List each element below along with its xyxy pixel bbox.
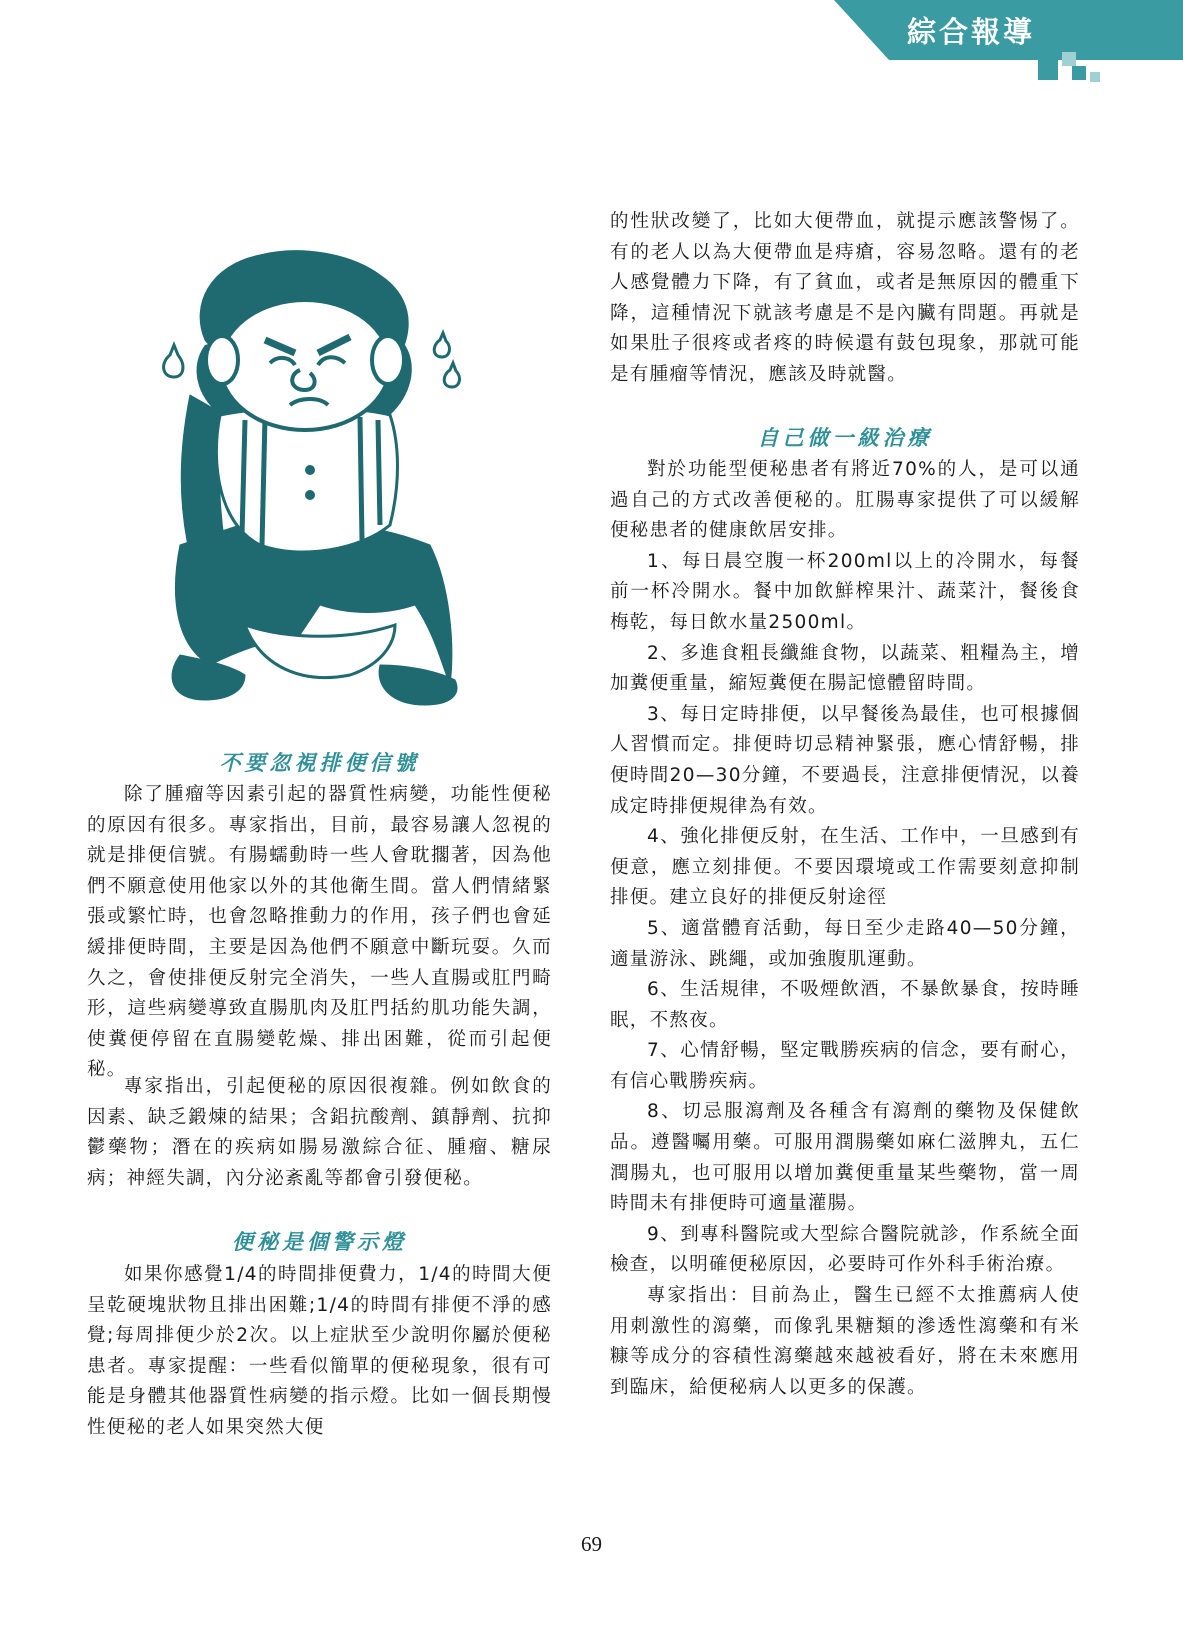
paragraph: 的性狀改變了，比如大便帶血，就提示應該警惕了。有的老人以為大便帶血是痔瘡，容易忽略。還有的老人感覺體力下降，有了貧血，或者是無原因的體重下降，這種情況下就該考慮是不是內臟有問題。再就是如果肚子很疼或者疼的時候還有鼓包現象，那就可能是有腫瘤等情況，應該及時就醫。 <box>610 211 1080 385</box>
paragraph: 如果你感覺1/4的時間排便費力，1/4的時間大便呈乾硬塊狀物且排出困難;1/4的時間有排便不淨的感覺;每周排便少於2次。以上症狀至少說明你屬於便秘患者。專家提醒：一些看似簡單的便秘現象，很有可能是身體其他器質性病變的指示燈。比如一個長期慢性便秘的老人如果突然大便 <box>87 1264 552 1438</box>
list-item: 8、切忌服瀉劑及各種含有瀉劑的藥物及保健飲品。遵醫囑用藥。可服用潤腸藥如麻仁滋脾丸，五仁潤腸丸，也可服用以增加糞便重量某些藥物，當一周時間未有排便時可適量灌腸。 <box>610 1101 1080 1215</box>
section-heading: 自己做一級治療 <box>757 425 933 450</box>
paragraph: 專家指出：目前為止，醫生已經不太推薦病人使用刺激性的瀉藥，而像乳果糖類的滲透性瀉藥和有米糠等成分的容積性瀉藥越來越被看好，將在未來應用到臨床，給便秘病人以更多的保護。 <box>610 1285 1080 1398</box>
header-square <box>1038 60 1058 80</box>
header-square <box>1062 52 1076 66</box>
worried-man-illustration <box>150 245 480 725</box>
header-square <box>1090 72 1100 82</box>
list-item: 4、強化排便反射，在生活、工作中，一旦感到有便意，應立刻排便。不要因環境或工作需要刻意抑制排便。建立良好的排便反射途徑 <box>610 826 1080 909</box>
section-heading: 便秘是個警示燈 <box>232 1229 407 1254</box>
section-label: 綜合報導 <box>906 15 1035 49</box>
section-heading: 不要忽視排便信號 <box>219 750 420 775</box>
header-square <box>1072 66 1086 80</box>
page-number: 69 <box>581 1532 602 1556</box>
treatment-list <box>610 455 1080 1403</box>
header-stripe <box>1035 40 1165 46</box>
header-stripe <box>1035 12 1165 18</box>
list-item: 1、每日晨空腹一杯200ml以上的冷開水，每餐前一杯冷開水。餐中加飲鮮榨果汁、蔬菜汁，餐後食梅乾，每日飲水量2500ml。 <box>610 550 1080 633</box>
paragraph: 除了腫瘤等因素引起的器質性病變，功能性便秘的原因有很多。專家指出，目前，最容易讓人忽視的就是排便信號。有腸蠕動時一些人會耽擱著，因為他們不願意使用他家以外的其他衛生間。當人們情緒緊張或繁忙時，也會忽略推動力的作用，孩子們也會延緩排便時間，主要是因為他們不願意中斷玩耍。久而久之，會使排便反射完全消失，一些人直腸或肛門畸形，這些病變導致直腸肌肉及肛門括約肌功能失調，使糞便停留在直腸變乾燥、排出困難，從而引起便秘。 <box>87 784 552 1081</box>
list-item: 5、適當體育活動，每日至少走路40—50分鐘，適量游泳、跳繩，或加強腹肌運動。 <box>610 917 1080 970</box>
header-stripe <box>1035 26 1165 32</box>
paragraph: 專家指出，引起便秘的原因很複雜。例如飲食的因素、缺乏鍛煉的結果；含鋁抗酸劑、鎮靜劑、抗抑鬱藥物；潛在的疾病如腸易激綜合征、腫瘤、糖尿病；神經失調，內分泌紊亂等都會引發便秘。 <box>87 1076 552 1189</box>
list-item: 9、到專科醫院或大型綜合醫院就診，作系統全面檢查，以明確便秘原因，必要時可作外科手術治療。 <box>610 1223 1080 1276</box>
list-item: 3、每日定時排便，以早餐後為最佳，也可根據個人習慣而定。排便時切忌精神緊張，應心情舒暢，排便時間20—30分鐘，不要過長，注意排便情況，以養成定時排便規律為有效。 <box>610 703 1080 817</box>
list-item: 2、多進食粗長纖維食物，以蔬菜、粗糧為主，增加糞便重量，縮短糞便在腸記憶體留時間。 <box>610 642 1080 695</box>
list-item: 6、生活規律，不吸煙飲酒，不暴飲暴食，按時睡眠，不熬夜。 <box>610 979 1080 1031</box>
list-item: 7、心情舒暢，堅定戰勝疾病的信念，要有耐心，有信心戰勝疾病。 <box>610 1040 1080 1092</box>
paragraph: 對於功能型便秘患者有將近70%的人，是可以通過自己的方式改善便秘的。肛腸專家提供了可以緩解便秘患者的健康飲居安排。 <box>610 459 1080 542</box>
